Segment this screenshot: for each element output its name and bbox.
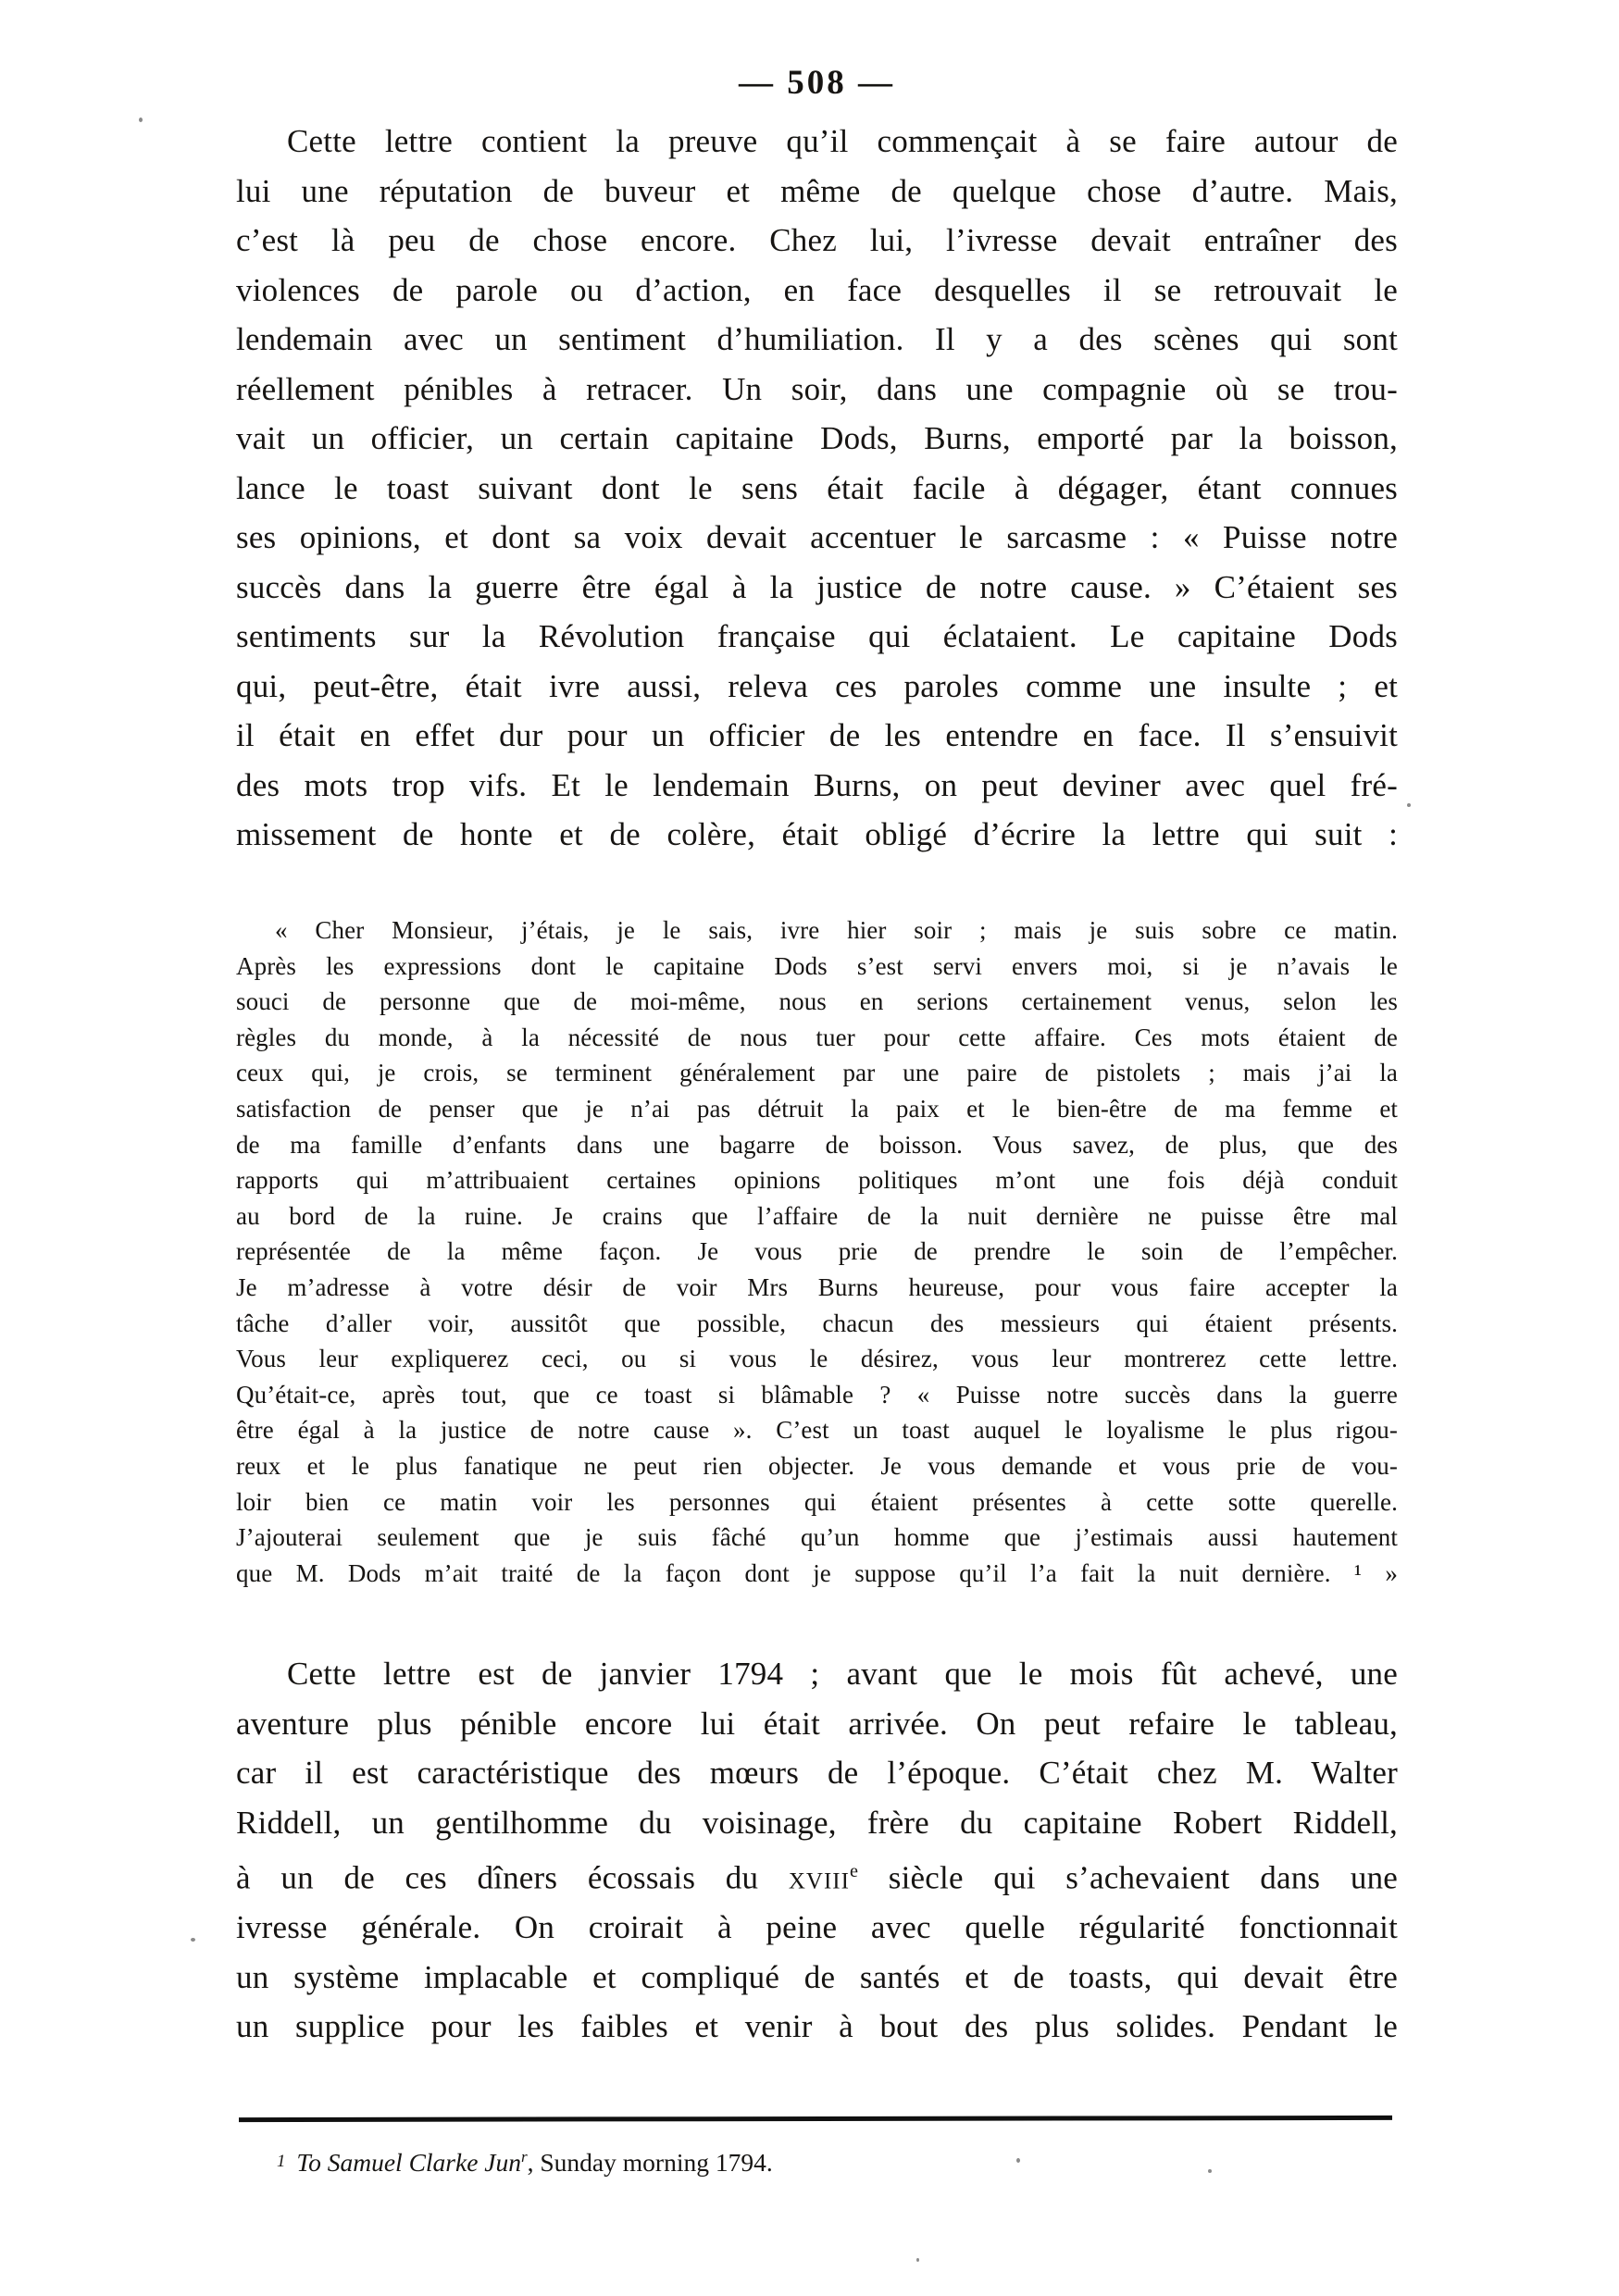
quoted-letter-block <box>236 912 1398 1591</box>
scan-speck <box>916 2258 919 2262</box>
letter-line: tâche d’aller voir, aussitôt que possible, chacun des messieurs qui étaient présents. <box>236 1309 1398 1337</box>
text-line: lance le toast suivant dont le sens était facile à dégager, étant connues <box>236 469 1398 506</box>
scan-speck <box>1407 803 1411 807</box>
text-line: lendemain avec un sentiment d’humiliation. Il y a des scènes qui sont <box>236 321 1398 357</box>
footnote <box>236 2140 1438 2180</box>
text-line: ses opinions, et dont sa voix devait accentuer le sarcasme : « Puisse notre <box>236 519 1398 555</box>
letter-line: Je m’adresse à votre désir de voir Mrs Burns heureuse, pour vous faire accepter la <box>236 1272 1398 1301</box>
letter-line: « Cher Monsieur, j’étais, je le sais, ivre hier soir ; mais je suis sobre ce matin. <box>275 916 1398 944</box>
letter-line: Après les expressions dont le capitaine Dods s’est servi envers moi, si je n’avais le <box>236 951 1398 980</box>
scan-speck <box>191 1938 195 1942</box>
letter-line: Vous leur expliquerez ceci, ou si vous le désirez, vous leur montrerez cette lettre. <box>236 1345 1398 1373</box>
footnote-index: 1 <box>277 2152 286 2172</box>
text-line: Riddell, un gentilhomme du voisinage, frère du capitaine Robert Riddell, <box>236 1804 1398 1841</box>
letter-line: rapports qui m’attribuaient certaines opinions politiques m’ont une fois déjà conduit <box>236 1166 1398 1195</box>
letter-line: J’ajouterai seulement que je suis fâché qu’un homme que j’estimais aussi hautement <box>236 1523 1398 1552</box>
letter-line: que M. Dods m’ait traité de la façon dont je suppose qu’il l’a fait la nuit dernière. ¹ » <box>236 1558 1398 1587</box>
letter-line: Qu’était-ce, après tout, que ce toast si blâmable ? « Puisse notre succès dans la guerre <box>236 1380 1398 1409</box>
footnote-superscript: r <box>521 2148 528 2166</box>
footnote-date: , Sunday morning 1794. <box>527 2148 773 2178</box>
letter-line: souci de personne que de moi-même, nous en serions certainement venus, selon les <box>236 987 1398 1016</box>
text-line: réellement pénibles à retracer. Un soir, dans une compagnie où se trou- <box>236 370 1398 407</box>
page-number: — 508 — <box>739 64 895 102</box>
roman-line-suffix: siècle qui s’achevaient dans une <box>858 1859 1398 1896</box>
text-line: ivresse générale. On croirait à peine avec quelle régularité fonctionnait <box>236 1909 1398 1946</box>
text-line: c’est là peu de chose encore. Chez lui, l’ivresse devait entraîner des <box>236 222 1398 258</box>
text-line: lui une réputation de buveur et même de quelque chose d’autre. Mais, <box>236 172 1398 209</box>
text-line-roman-numeral <box>236 1847 1398 1903</box>
scan-speck <box>1208 2169 1212 2173</box>
text-line: il était en effet dur pour un officier de les entendre en face. Il s’ensuivit <box>236 717 1398 753</box>
text-line: qui, peut-être, était ivre aussi, releva ces paroles comme une insulte ; et <box>236 667 1398 704</box>
text-line: violences de parole ou d’action, en face desquelles il se retrouvait le <box>236 271 1398 308</box>
text-line: des mots trop vifs. Et le lendemain Burns, on peut deviner avec quel fré- <box>236 766 1398 803</box>
letter-line: satisfaction de penser que je n’ai pas détruit la paix et le bien-être de ma femme et <box>236 1094 1398 1123</box>
letter-line: au bord de la ruine. Je crains que l’affaire de la nuit dernière ne puisse être mal <box>236 1201 1398 1230</box>
text-line: sentiments sur la Révolution française qui éclataient. Le capitaine Dods <box>236 618 1398 654</box>
roman-numeral: xviii <box>788 1859 850 1896</box>
text-line: succès dans la guerre être égal à la justice de notre cause. » C’étaient ses <box>236 568 1398 605</box>
text-line: missement de honte et de colère, était obligé d’écrire la lettre qui suit : <box>236 816 1398 852</box>
letter-line: représentée de la même façon. Je vous prie de prendre le soin de l’empêcher. <box>236 1237 1398 1266</box>
letter-line: loir bien ce matin voir les personnes qui étaient présentes à cette sotte querelle. <box>236 1487 1398 1516</box>
letter-line: de ma famille d’enfants dans une bagarre de boisson. Vous savez, de plus, que des <box>236 1130 1398 1159</box>
footnote-work-title: To Samuel Clarke Jun <box>296 2148 521 2178</box>
scan-speck <box>139 118 143 122</box>
roman-numeral-superscript: e <box>849 1861 859 1881</box>
roman-line-prefix: à un de ces dîners écossais du <box>236 1859 789 1896</box>
text-line: un système implacable et compliqué de santés et de toasts, qui devait être <box>236 1958 1398 1995</box>
scan-speck <box>1016 2158 1020 2163</box>
text-line: aventure plus pénible encore lui était arrivée. On peut refaire le tableau, <box>236 1705 1398 1742</box>
letter-line: règles du monde, à la nécessité de nous tuer pour cette affaire. Ces mots étaient de <box>236 1023 1398 1051</box>
letter-line: ceux qui, je crois, se terminent généralement par une paire de pistolets ; mais j’ai la <box>236 1059 1398 1087</box>
text-line: un supplice pour les faibles et venir à bout des plus solides. Pendant le <box>236 2008 1398 2045</box>
footnote-divider-rule <box>239 2116 1392 2122</box>
text-line: Cette lettre contient la preuve qu’il commençait à se faire autour de <box>287 123 1398 159</box>
text-line: car il est caractéristique des mœurs de l’époque. C’était chez M. Walter <box>236 1755 1398 1791</box>
paragraph-2 <box>236 1649 1398 2052</box>
text-line: Cette lettre est de janvier 1794 ; avant que le mois fût achevé, une <box>287 1656 1398 1692</box>
letter-line: être égal à la justice de notre cause ». C’est un toast auquel le loyalisme le plus rigou- <box>236 1416 1398 1445</box>
text-line: vait un officier, un certain capitaine Dods, Burns, emporté par la boisson, <box>236 420 1398 456</box>
letter-line: reux et le plus fanatique ne peut rien objecter. Je vous demande et vous prie de vou- <box>236 1451 1398 1480</box>
paragraph-1 <box>236 117 1398 860</box>
